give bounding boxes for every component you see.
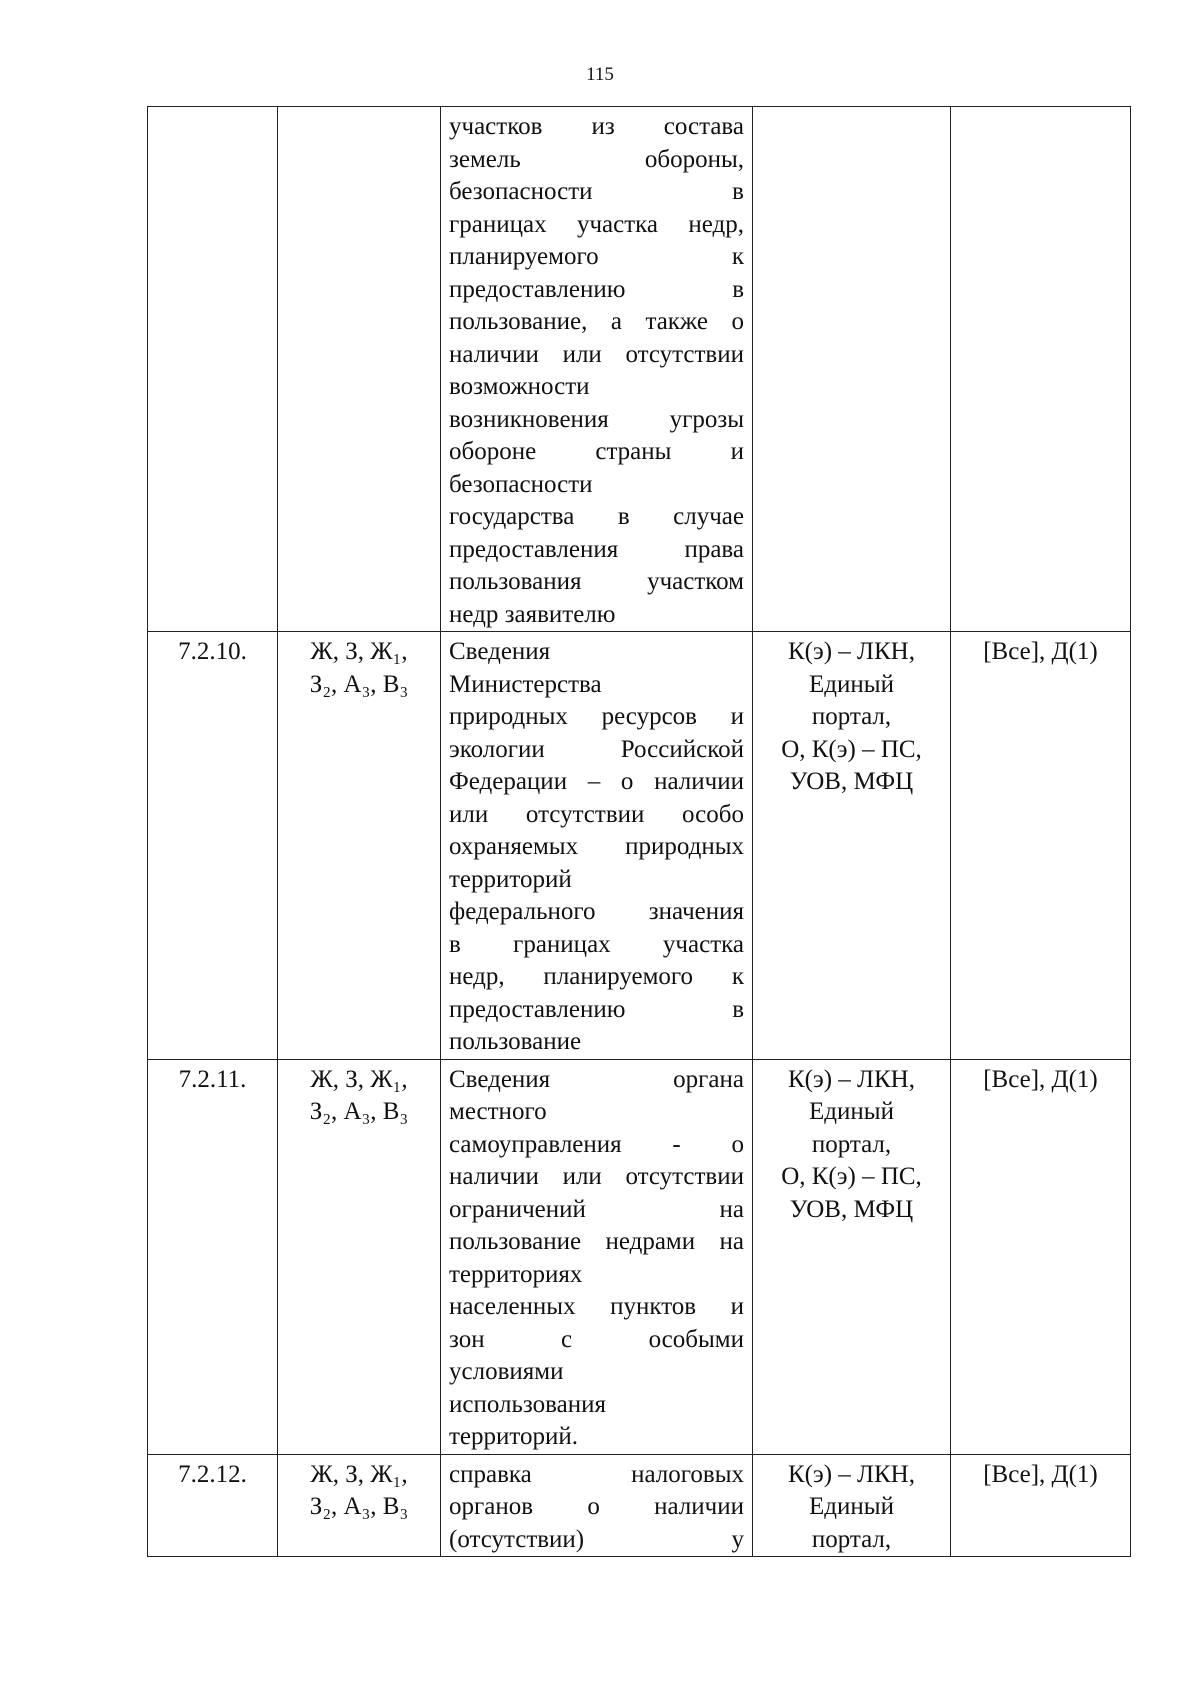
submission-method-line: портал, bbox=[811, 703, 892, 730]
applicant-scope-line: [Все], Д(1) bbox=[983, 1460, 1098, 1488]
description-line: зон с особыми bbox=[449, 1325, 744, 1353]
item-number: 7.2.12. bbox=[178, 1460, 247, 1488]
description-line: недр заявителю bbox=[449, 600, 616, 628]
description-line: предоставления права bbox=[449, 535, 744, 563]
item-number: 7.2.11. bbox=[178, 1065, 247, 1093]
submission-method-line: портал, bbox=[811, 1525, 892, 1553]
submission-method-line: О, К(э) – ПС, bbox=[781, 735, 922, 763]
method-cell bbox=[753, 1059, 951, 1454]
description-cell bbox=[441, 107, 753, 632]
category-codes-line: Ж, З, Ж₁, bbox=[310, 638, 408, 665]
description-line: границах участка недр, bbox=[449, 210, 744, 238]
description-line: использования bbox=[449, 1390, 606, 1418]
applicants-cell bbox=[951, 632, 1131, 1060]
description-line: наличии или отсутствии bbox=[449, 1163, 744, 1190]
description-line: недр, планируемого к bbox=[449, 963, 744, 990]
codes-cell bbox=[278, 1059, 441, 1454]
codes-cell bbox=[278, 632, 441, 1060]
table-row bbox=[148, 1454, 1131, 1557]
description-line: наличии или отсутствии bbox=[449, 340, 744, 368]
submission-method-line: К(э) – ЛКН, bbox=[788, 1065, 915, 1093]
description-line: пользование недрами на bbox=[449, 1228, 744, 1255]
description-line: обороне страны и bbox=[449, 438, 744, 465]
submission-method-line: Единый bbox=[809, 1493, 894, 1520]
description-line: предоставлению в bbox=[449, 275, 744, 303]
requirements-table bbox=[147, 106, 1131, 1557]
description-line: Сведения bbox=[449, 638, 551, 665]
category-codes-line: Ж, З, Ж₁, bbox=[310, 1065, 408, 1093]
description-line: земель обороны, bbox=[449, 145, 744, 173]
item-number-cell bbox=[148, 107, 278, 632]
submission-method-line: УОВ, МФЦ bbox=[789, 768, 914, 795]
applicant-scope-line: [Все], Д(1) bbox=[983, 1065, 1098, 1093]
submission-method-line: Единый bbox=[809, 670, 894, 698]
description-line: территорий bbox=[449, 865, 572, 893]
description-cell bbox=[441, 1454, 753, 1557]
description-line: Министерства bbox=[449, 670, 602, 698]
applicants-cell bbox=[951, 107, 1131, 632]
description-cell bbox=[441, 632, 753, 1060]
description-line: Федерации – о наличии bbox=[449, 768, 744, 795]
description-line: самоуправления - о bbox=[449, 1130, 744, 1158]
description-line: территорий. bbox=[449, 1423, 579, 1450]
table-body bbox=[148, 107, 1131, 1557]
description-line: возможности bbox=[449, 373, 590, 400]
description-line: охраняемых природных bbox=[449, 833, 744, 860]
item-number-cell bbox=[148, 632, 278, 1060]
applicants-cell bbox=[951, 1454, 1131, 1557]
description-line: или отсутствии особо bbox=[449, 800, 744, 828]
description-line: в границах участка bbox=[449, 930, 744, 958]
description-line: справка налоговых bbox=[449, 1460, 744, 1488]
description-line: пользование, а также о bbox=[449, 308, 744, 335]
description-line: федерального значения bbox=[449, 898, 744, 925]
description-line: участков из состава bbox=[449, 113, 744, 140]
description-cell bbox=[441, 1059, 753, 1454]
method-cell bbox=[753, 1454, 951, 1557]
description-line: условиями bbox=[449, 1358, 564, 1385]
page-number: 115 bbox=[586, 64, 614, 85]
description-line: населенных пунктов и bbox=[449, 1293, 744, 1320]
description-line: Сведения органа bbox=[449, 1065, 744, 1093]
applicant-scope-line: [Все], Д(1) bbox=[983, 638, 1098, 665]
description-line: безопасности bbox=[449, 470, 593, 498]
description-line: территориях bbox=[449, 1260, 583, 1288]
description-line: пользование bbox=[449, 1028, 582, 1055]
item-number-cell bbox=[148, 1059, 278, 1454]
submission-method-line: УОВ, МФЦ bbox=[789, 1195, 914, 1223]
description-line: ограничений на bbox=[449, 1195, 744, 1223]
item-number: 7.2.10. bbox=[178, 638, 247, 665]
description-line: (отсутствии) у bbox=[449, 1525, 744, 1553]
category-codes-line: З₂, А₃, В₃ bbox=[309, 1098, 409, 1125]
submission-method-line: портал, bbox=[811, 1130, 892, 1158]
submission-method-line: Единый bbox=[809, 1098, 894, 1125]
description-line: экологии Российской bbox=[449, 735, 744, 763]
submission-method-line: К(э) – ЛКН, bbox=[788, 638, 915, 665]
description-line: государства в случае bbox=[449, 503, 744, 530]
table-row bbox=[148, 1059, 1131, 1454]
category-codes-line: З₂, А₃, В₃ bbox=[309, 1493, 409, 1520]
submission-method-line: О, К(э) – ПС, bbox=[781, 1163, 922, 1190]
description-line: возникновения угрозы bbox=[449, 405, 744, 433]
codes-cell bbox=[278, 107, 441, 632]
table-row bbox=[148, 632, 1131, 1060]
applicants-cell bbox=[951, 1059, 1131, 1454]
table-row bbox=[148, 107, 1131, 632]
item-number-cell bbox=[148, 1454, 278, 1557]
method-cell bbox=[753, 632, 951, 1060]
submission-method-line: К(э) – ЛКН, bbox=[788, 1460, 915, 1488]
category-codes-line: Ж, З, Ж₁, bbox=[310, 1460, 408, 1488]
description-line: планируемого к bbox=[449, 243, 744, 270]
description-line: пользования участком bbox=[449, 568, 744, 595]
description-line: местного bbox=[449, 1098, 547, 1125]
description-line: предоставлению в bbox=[449, 995, 744, 1023]
codes-cell bbox=[278, 1454, 441, 1557]
description-line: природных ресурсов и bbox=[449, 703, 744, 730]
method-cell bbox=[753, 107, 951, 632]
description-line: органов о наличии bbox=[449, 1493, 744, 1520]
category-codes-line: З₂, А₃, В₃ bbox=[309, 670, 409, 698]
description-line: безопасности в bbox=[449, 178, 744, 205]
